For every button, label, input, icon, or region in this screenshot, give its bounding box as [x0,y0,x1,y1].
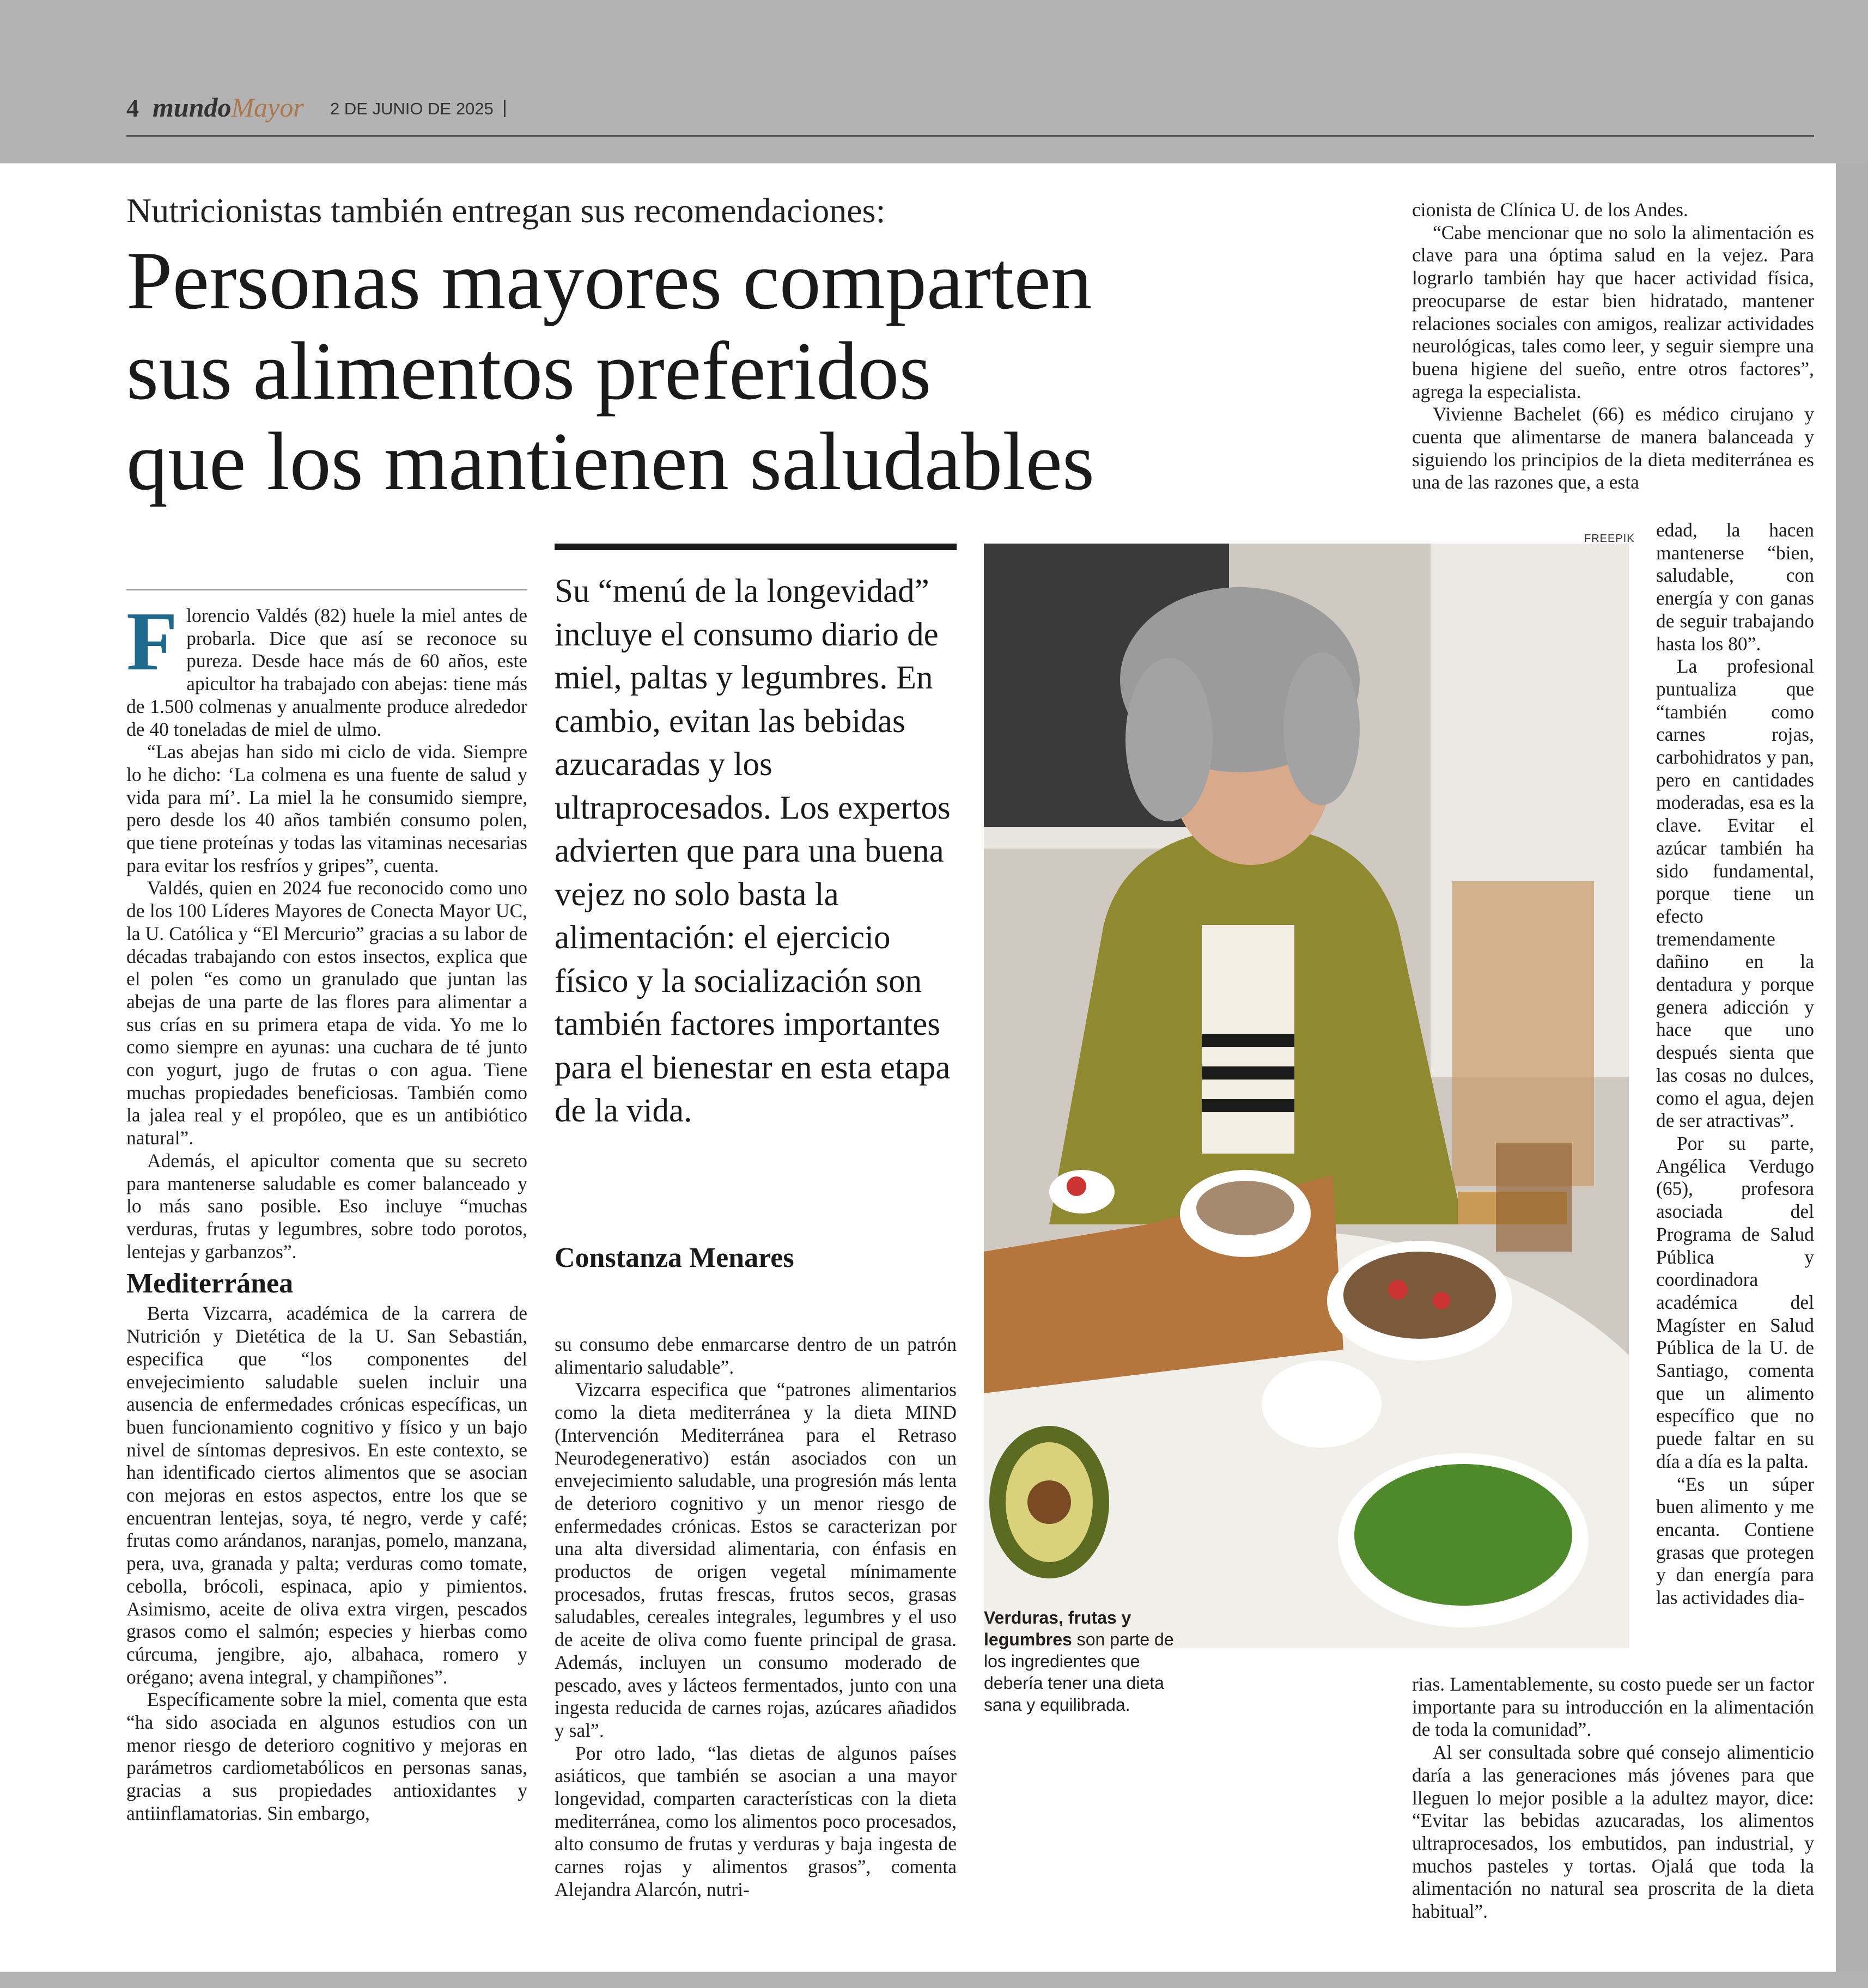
brand-accent: Mayor [231,92,304,123]
header-separator: | [502,97,507,118]
issue-date: 2 DE JUNIO DE 2025 [330,99,494,118]
paragraph: edad, la hacen mantenerse “bien, saludable, con energía y con ganas de seguir trabajando hasta los 80”. [1656,519,1814,655]
paragraph: Florencio Valdés (82) huele la miel antes de probarla. Dice que así se reconoce su pureza. Desde hace más de 60 años, este apicultor ha trabajado con abejas: tiene más de 1.500 colmenas y anualmente produce alrededor de 40 toneladas de miel de ulmo. [126,595,527,740]
pull-quote: Su “menú de la longevidad” incluye el consumo diario de miel, paltas y legumbres. En cambio, evitan las bebidas azucaradas y los ultraprocesados. Los expertos advierten que para una buena vejez no solo basta la alimentación: el ejercicio físico y la socialización son también factores importantes para el bienestar en esta etapa de la vida. [555,573,951,1129]
caption-text: son parte de los ingredientes que debería tener una dieta sana y equilibrada. [984,1630,1174,1715]
article-photo [984,544,1629,1648]
byline: Constanza Menares [555,1242,794,1273]
paragraph: su consumo debe enmarcarse dentro de un patrón alimentario saludable”. [555,1333,957,1378]
paragraph: La profesional puntualiza que “también como carnes rojas, carbohidratos y pan, pero en cantidades moderadas, esa es la clave. Evitar el azúcar también ha sido fundamental, porque tiene un efecto tremendamente dañino en la dentadura y porque genera adicción y hace que uno después sienta que las cosas no dulces, como el agua, dejen de ser atractivas”. [1656,655,1814,1132]
paragraph: Vizcarra especifica que “patrones alimentarios como la dieta mediterránea y la dieta MIND (Intervención Mediterránea para el Retraso Neurodegenerativo) están asociados con un envejecimiento saludable, una progresión más lenta de deterioro cognitivo y un menor riesgo de enfermedades crónicas. Estos se caracterizan por una alta diversidad alimentaria, con énfasis en productos de origen vegetal mínimamente procesados, frutas frescas, frutos secos, grasas saludables, cereales integrales, legumbres y el uso de aceite de oliva como fuente principal de grasa. Además, incluyen un consumo moderado de pescado, aves y lácteos fermentados, junto con una ingesta reducida de carnes rojas, azúcares añadidos y sal”. [555,1379,957,1741]
paragraph: “Las abejas han sido mi ciclo de vida. Siempre lo he dicho: ‘La colmena es una fuente de salud y vida para mí’. La miel la he consumido siempre, pero desde los 40 años también consumo polen, que tiene proteínas y todas las vitaminas necesarias para evitar los resfríos y gripes”, cuenta. [126,741,527,876]
brand-main: mundo [153,92,232,123]
pull-quote-bar [555,544,957,550]
paragraph: Específicamente sobre la miel, comenta que esta “ha sido asociada en algunos estudios con un menor riesgo de deterioro cognitivo y mejoras en parámetros cardiometabólicos en personas sanas, gracias a sus propiedades antioxidantes y antiinflamatorias. Sin embargo, [126,1688,527,1824]
paragraph: “Es un súper buen alimento y me encanta. Contiene grasas que protegen y dan energía para las actividades dia- [1656,1473,1814,1609]
article-kicker: Nutricionistas también entregan sus recomendaciones: [126,191,886,230]
page-number: 4 [126,94,139,122]
subheading: Mediterránea [126,1268,294,1300]
photo-credit: FREEPIK [1584,533,1635,545]
paragraph: Por otro lado, “las dietas de algunos países asiáticos, que también se asocian a una mayor longevidad, comparten características con la dieta mediterránea, como los alimentos poco procesados, alto consumo de frutas y verduras y baja ingesta de carnes rojas y alimentos grasos”, comenta Alejandra Alarcón, nutri- [555,1742,957,1900]
paragraph: “Cabe mencionar que no solo la alimentación es clave para una óptima salud en la vejez. Para lograrlo también hay que hacer actividad física, preocuparse de estar bien hidratado, mantener relaciones sociales con amigos, realizar actividades neurológicas, tales como leer, y seguir siempre una buena higiene del sueño, entre otros factores”, agrega la especialista. [1412,221,1814,403]
paragraph: Por su parte, Angélica Verdugo (65), profesora asociada del Programa de Salud Pública y coordinadora académica del Magíster en Salud Pública de la U. de Santiago, comenta que un alimento específico que no puede faltar en su día a día es la palta. [1656,1132,1814,1472]
body-column-3 [1412,199,1814,494]
paragraph: Al ser consultada sobre qué consejo alimenticio daría a las generaciones más jóvenes para que lleguen lo mejor posible a la adultez mayor, dice: “Evitar las bebidas azucaradas, los alimentos ultraprocesados, los embutidos, pan industrial, y muchos pasteles y tortas. Ojalá que toda la alimentación no natural sea proscrita de la dieta habitual”. [1412,1741,1814,1923]
caption-bold: Verduras, frutas y legumbres [984,1608,1131,1649]
photo-caption [984,1607,1201,1716]
drop-cap: F [126,595,178,688]
header-rule [126,135,1814,137]
paragraph: Vivienne Bachelet (66) es médico cirujano y cuenta que alimentarse de manera balanceada y siguiendo los principios de la dieta mediterránea es una de las razones que, a esta [1412,403,1814,493]
paragraph: cionista de Clínica U. de los Andes. [1412,199,1688,221]
column-rule [126,589,527,590]
body-column-3-bottom [1412,1673,1814,1923]
headline-line: que los mantienen saludables [126,416,1095,507]
brand-logo [153,92,304,123]
paragraph: Valdés, quien en 2024 fue reconocido como uno de los 100 Líderes Mayores de Conecta Mayor UC, la U. Católica y “El Mercurio” gracias a su labor de décadas trabajando con estos insectos, explica que el polen “es como un granulado que juntan las abejas de una parte de las flores para alimentar a sus crías en su primera etapa de vida. Yo me lo como siempre en ayunas: una cuchara de té junto con yogurt, jugo de frutas o con agua. Tiene muchas propiedades beneficiosas. También como la jalea real y el propóleo, que es un antibiótico natural”. [126,877,527,1149]
headline-line: sus alimentos preferidos [126,325,932,417]
body-column-3-narrow [1656,519,1814,1609]
page-footer-band [0,1972,1868,1988]
body-column-2 [555,1333,957,1901]
body-column-1 [126,595,527,1825]
page-header [0,0,1868,163]
photo-illustration [984,544,1629,1648]
paragraph: rias. Lamentablemente, su costo puede ser un factor importante para su introducción en la alimentación de toda la comunidad”. [1412,1673,1814,1741]
paragraph: Además, el apicultor comenta que su secreto para mantenerse saludable es comer balanceado y lo más sano posible. Eso incluye “muchas verduras, frutas y legumbres, sobre todo porotos, lentejas y garbanzos”. [126,1149,527,1263]
paragraph: Berta Vizcarra, académica de la carrera de Nutrición y Dietética de la U. San Sebastián, especifica que “los componentes del envejecimiento saludable suelen incluir una ausencia de enfermedades crónicas específicas, un buen funcionamiento cognitivo y físico y un bajo nivel de síntomas depresivos. En este contexto, se han identificado ciertos alimentos que se asocian con mejoras en estos aspectos, entre los que se encuentran lentejas, soya, té negro, verde y café; frutas como arándanos, naranjas, pomelo, manzana, pera, uva, granada y palta; verduras como tomate, cebolla, brócoli, espinaca, apio y pimientos. Asimismo, aceite de oliva extra virgen, pescados grasos como el salmón; especies y hierbas como cúrcuma, jengibre, ajo, albahaca, romero y orégano; avena integral, y champiñones”. [126,1302,527,1688]
article-headline [126,235,1281,507]
headline-line: Personas mayores comparten [126,235,1092,326]
